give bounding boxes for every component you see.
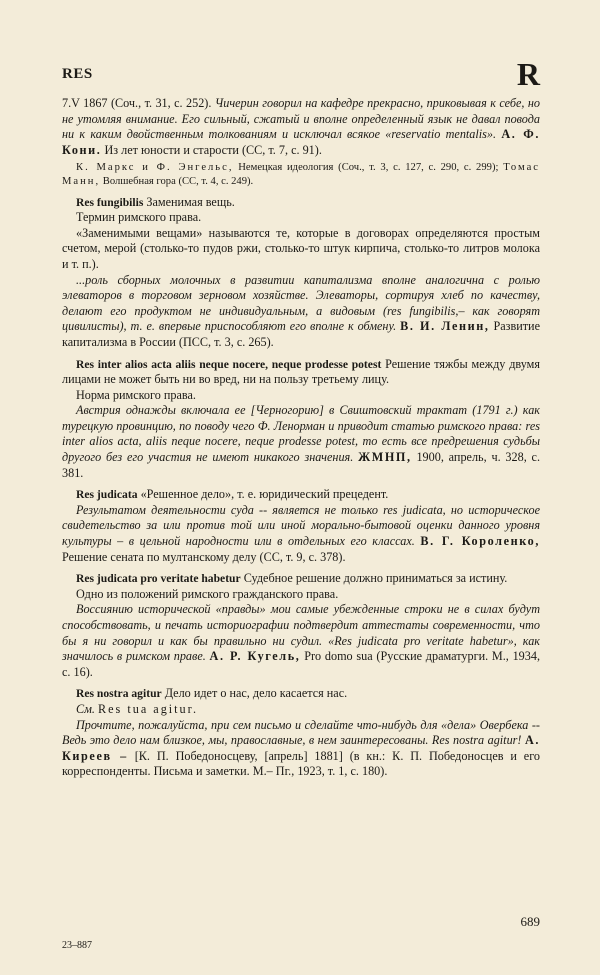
entry-source: Решение сената по мултанскому делу (СС, т. 9, с. 378). — [62, 549, 346, 564]
entry-source: [К. П. Победоносцеву, [апрель] 1881] (в кн.: К. П. Победоносцев и его корреспонденты. Письма и заметки. М.– Пг., 1923, т. 1, с. 180). — [62, 748, 540, 779]
crossref-work-1: Немецкая идеология (Соч., т. 3, с. 127, с. 290, с. 299); — [238, 162, 499, 174]
entry-term: Res judicata — [76, 488, 138, 502]
entry-res-fungibilis — [62, 195, 540, 211]
entry-term: Res nostra agitur — [76, 687, 162, 701]
page-number: 689 — [520, 914, 540, 929]
entry-source-abbr: ЖМНП, — [358, 450, 412, 465]
opening-paragraph — [62, 96, 540, 158]
crossref-work-2: Волшебная гора (СС, т. 4, с. 249). — [102, 175, 254, 187]
entry-quote-paragraph — [62, 503, 540, 565]
entry-author: А. Р. Кугель, — [209, 649, 301, 664]
entry-explanation: «Заменимыми вещами» называются те, которые в договорах определяются простым счетом, мерой (столько-то пудов ржи, столько-то штук кирпича, столько-то литров молока и т. п.). — [62, 225, 540, 271]
entry-meaning: Судебное решение должно приниматься за истину. — [243, 571, 508, 586]
entry-quote: Прочтите, пожалуйста, при сем письмо и сделайте что-нибудь для «дела» Овербека -- Ведь это дело нам близкое, мы, православные, в нем заинтересованы. Res nostra agitur! — [62, 717, 540, 748]
entry-note: Одно из положений римского гражданского права. — [76, 586, 339, 601]
entry-source: 1900, апрель, ч. 328, с. 381. — [62, 450, 541, 480]
entry-meaning: «Решенное дело», т. е. юридический прецедент. — [140, 487, 389, 502]
entry-note: Норма римского права. — [76, 387, 196, 402]
opening-quote: Чичерин говорил на кафедре прекрасно, приковывая к себе, но не утомляя внимание. Его сильный, сжатый и вполне определенный язык не давал повода ни к каким двойственным толкованиям и исключал всякое «reservatio mentalis». — [62, 96, 540, 142]
entry-term: Res inter alios acta aliis neque nocere, neque prodesse potest — [76, 357, 382, 371]
entry-quote: Результатом деятельности суда -- является не только res judicata, но историческое свидетельство за или против той или иной морально-бытовой оценки данного уровня культуры – в цельной народности или в отдельных его классах. — [62, 502, 540, 549]
entry-note: Термин римского права. — [76, 210, 202, 225]
entry-res-nostra-agitur — [62, 686, 540, 702]
page-content — [62, 96, 540, 780]
running-head — [62, 58, 540, 94]
entry-quote-paragraph — [62, 718, 540, 780]
entry-quote: ...роль сборных молочных в развитии капитализма вполне аналогична с ролью элеваторов в торговом зерновом хозяйстве. Элеваторы, сортируя хлеб по качеству, делают его продуктом не индивидуальным, а видовым (res fungibilis,– как говорят цивилисты), т. е. впервые приспособляют его вполне к обмену. — [62, 272, 540, 334]
see-target: Res tua agitur. — [98, 701, 199, 716]
entry-res-inter-alios — [62, 357, 540, 388]
see-label: См. — [76, 701, 95, 716]
entry-quote: Воссиянию исторической «правды» мои самые убежденные строки не в силах будут способствовать, и печать историографии подтвердит аттестаты современности, что бы я ни говорил и как бы правильно ни судил. «Res judicata pro veritate habetur», как значилось в римском праве. — [62, 602, 540, 664]
entry-author: В. И. Ленин, — [400, 319, 490, 334]
entry-author: А. Киреев – — [62, 733, 540, 763]
entry-meaning: Заменимая вещь. — [146, 194, 235, 209]
entry-term: Res judicata pro veritate habetur — [76, 572, 241, 586]
entry-quote-paragraph — [62, 403, 540, 481]
entry-see-also — [62, 702, 540, 718]
entry-quote-paragraph — [62, 273, 540, 351]
crossref-authors: К. Маркс и Ф. Энгельс, — [76, 162, 234, 174]
section-letter: R — [516, 56, 540, 92]
entry-quote: Австрия однажды включала ее [Черногорию] в Свиштовский трактат (1791 г.) как турецкую провинцию, по поводу чего Ф. Ленорман и приводит статью римского права: res inter alios acta, aliis neque nocere, neque prodesse potest, то есть все предрешения судьбы другого без его участия не имеют никакого значения. — [62, 403, 540, 465]
cross-reference — [62, 161, 540, 188]
running-head-word: RES — [62, 66, 93, 82]
entry-res-judicata-pro-veritate — [62, 571, 540, 587]
entry-res-judicata — [62, 487, 540, 503]
entry-source: Pro domo sua (Русские драматурги. М., 1934, с. 16). — [62, 649, 541, 679]
opening-author: А. Ф. Кони. — [62, 127, 541, 157]
entry-source: Развитие капитализма в России (ПСС, т. 3, с. 265). — [62, 319, 540, 349]
entry-term: Res fungibilis — [76, 195, 144, 209]
entry-author: В. Г. Короленко, — [420, 534, 541, 549]
opening-citation: 7.V 1867 (Соч., т. 31, с. 252). — [62, 96, 212, 110]
entry-quote-paragraph — [62, 602, 540, 680]
entry-meaning: Дело идет о нас, дело касается нас. — [164, 686, 348, 701]
printer-signature: 23–887 — [62, 940, 92, 951]
opening-source: Из лет юности и старости (СС, т. 7, с. 91). — [104, 142, 322, 157]
crossref-author-2: Томас Манн, — [62, 162, 540, 187]
entry-meaning: Решение тяжбы между двумя лицами не может быть ни во вред, ни на пользу третьему лицу. — [62, 356, 540, 387]
